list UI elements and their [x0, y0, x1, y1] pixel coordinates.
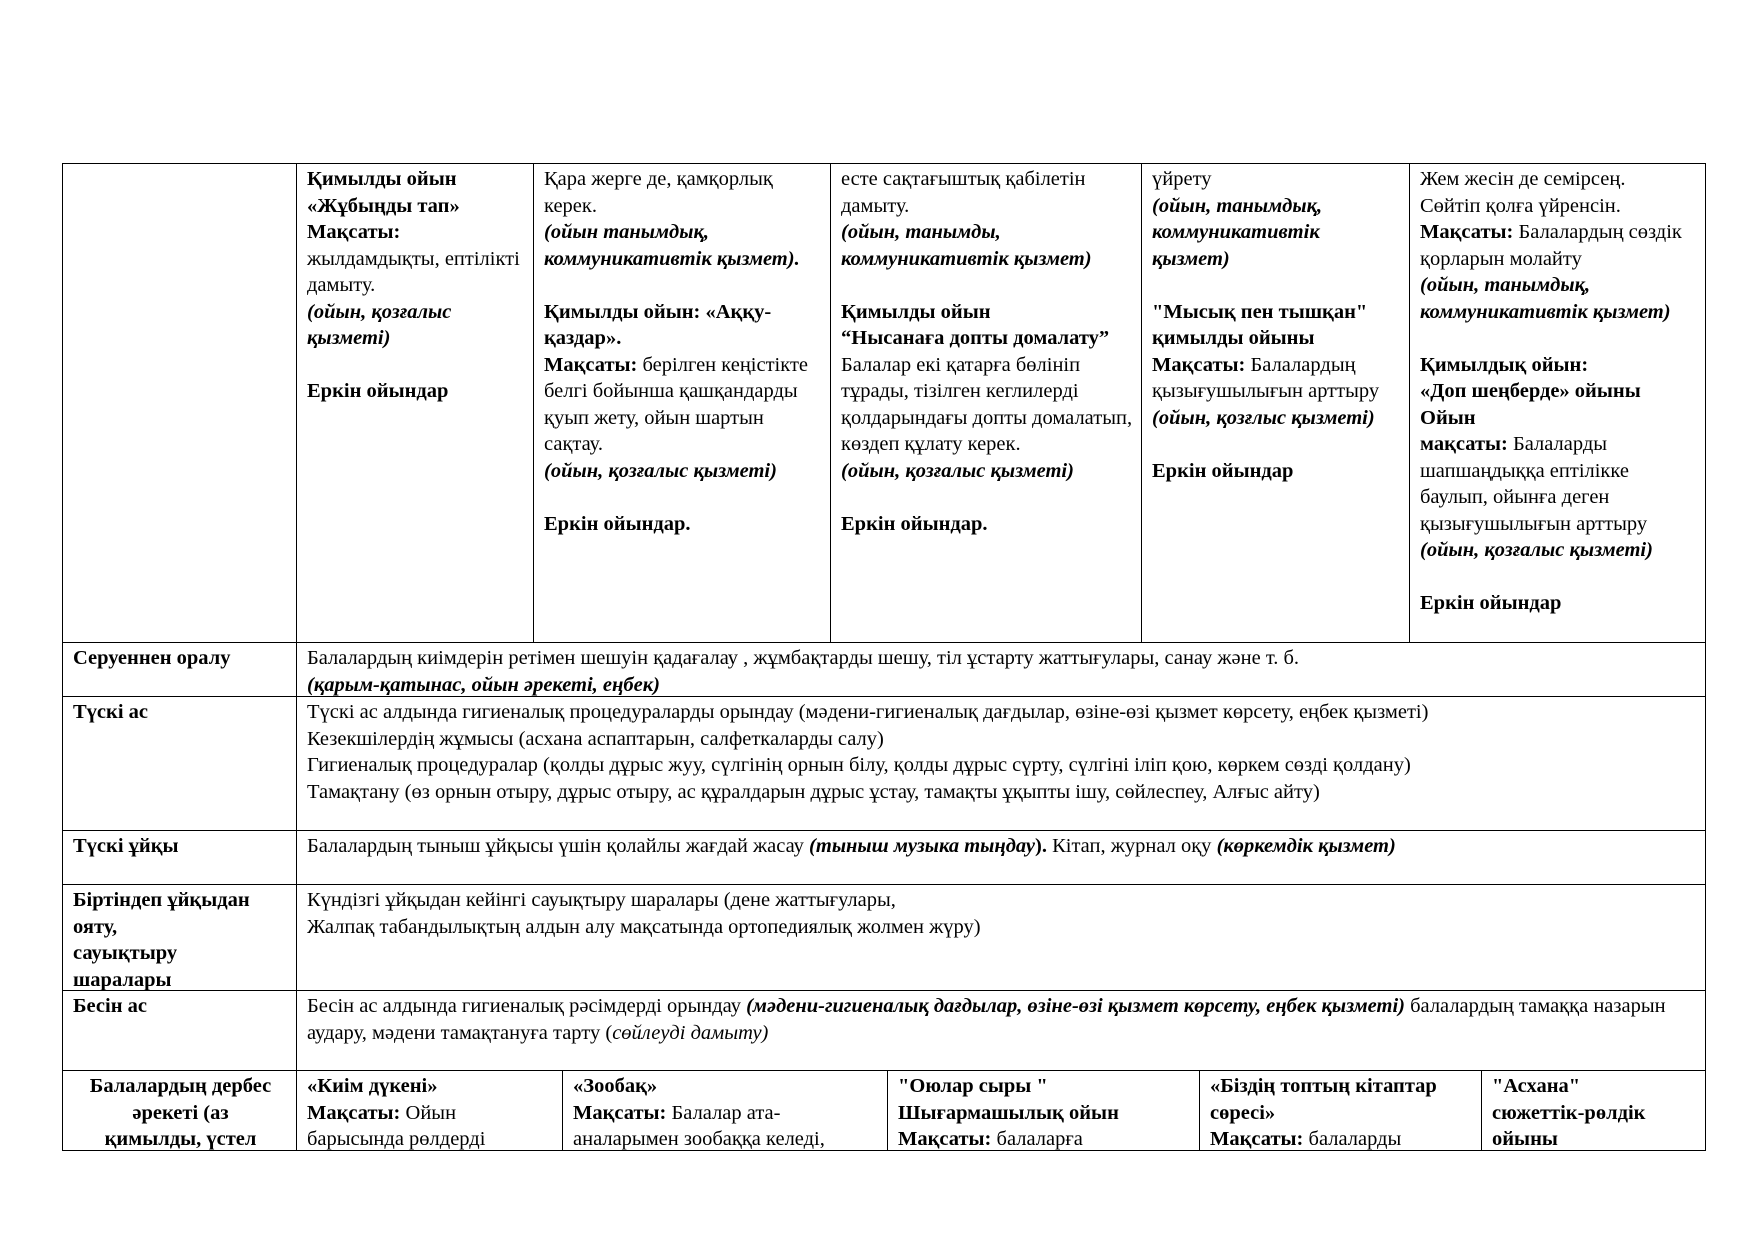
row-label-cell: [63, 697, 296, 830]
walk-cell-5: [1409, 164, 1704, 642]
goal-paragraph: Мақсаты: Ойын барысында рөлдерді: [307, 1101, 486, 1150]
free-games: Еркін ойындар: [1152, 459, 1294, 482]
row-content-cell: [296, 643, 1704, 696]
free-games: Еркін ойындар.: [544, 512, 691, 535]
game-label: Қимылды ойын: [841, 300, 991, 323]
row-text-line: Тамақтану (өз орнын отыру, дұрыс отыру, ас құралдарын дұрыс ұстау, тамақты ұқыпты ішу, сөйлеспеу, Алғыс айту): [307, 780, 1320, 803]
table-row-nap: [62, 830, 1706, 884]
row-label-line: Біртіндеп ұйқыдан: [73, 889, 250, 911]
row-text-line: Гигиеналық процедуралар (қолды дұрыс жуу, сүлгінің орнын білу, қолды дұрыс сүрту, сүлгіні іліп қою, көркем сөзді қолдану): [307, 754, 1411, 776]
goal-text: үйрету: [1152, 168, 1212, 190]
activity-type: (ойын, танымдық, коммуникативтік қызмет): [1420, 274, 1671, 323]
row-label: Түскі ас: [73, 701, 149, 723]
row-text-line: Жалпақ табандылықтың алдын алу мақсатында ортопедиялық жолмен жүру): [307, 915, 981, 938]
game-subtitle: Шығармашылық ойын: [898, 1101, 1119, 1124]
activity-type: (ойын, қозғлыс қызметі): [1152, 406, 1375, 429]
row-label-line: шаралары: [73, 968, 172, 990]
goal-paragraph: Мақсаты: Балалар ата-аналарымен зообаққа келеді,: [573, 1101, 825, 1150]
independent-cell-2: [562, 1071, 887, 1151]
activity-type: (ойын, қозғалыс қызметі): [544, 459, 777, 482]
row-content-cell: [296, 885, 1704, 990]
goal-paragraph: мақсаты: Балаларды шапшаңдыққа ептілікке баулып, ойынға деген қызығушылығын арттыру: [1420, 433, 1648, 535]
row-label-cell: [63, 991, 296, 1070]
game-title: «Біздің топтың кітаптар сөресі»: [1210, 1075, 1437, 1124]
goal-paragraph: Мақсаты: Балалардың сөздік қорларын молайту: [1420, 221, 1682, 270]
activity-type: (ойын, танымдық, коммуникативтік қызмет): [1152, 194, 1323, 270]
table-row-snack: [62, 990, 1706, 1070]
walk-cell-4: [1141, 164, 1409, 642]
goal-paragraph: Мақсаты: балаларға: [898, 1128, 1083, 1150]
row-content-cell: [296, 831, 1704, 884]
walk-label-cell: [63, 164, 296, 642]
independent-cell-3: [887, 1071, 1199, 1151]
activity-type: (ойын, танымды, коммуникативтік қызмет): [841, 221, 1092, 270]
game-title: "Оюлар сыры ": [898, 1075, 1048, 1097]
game-subtitle: сюжеттік-рөлдік ойыны: [1492, 1101, 1646, 1150]
row-label: Түскі ұйқы: [73, 835, 179, 857]
game-title: Қимылды ойын: [307, 168, 457, 190]
game-title: «Зообақ»: [573, 1075, 658, 1097]
walk-cell-3: [830, 164, 1141, 642]
goal-paragraph: Мақсаты: берілген кеңістікте белгі бойынша қашқандарды қуып жету, ойын шартын сақтау.: [544, 353, 808, 455]
row-label-cell: [63, 831, 296, 884]
row-label: Бесін ас: [73, 995, 147, 1017]
table-bottom-border: [62, 1150, 1706, 1151]
row-text-line: Кезекшілердің жұмысы (асхана аспаптарын, салфеткаларды салу): [307, 727, 884, 750]
game-title: "Асхана": [1492, 1075, 1581, 1097]
proverb-line-1: Жем жесін де семірсең.: [1420, 168, 1626, 190]
row-label-line: қимылды, үстел: [104, 1128, 257, 1150]
row-label-line: ояту,: [73, 915, 118, 938]
activity-type: (ойын, қозғалыс қызметі): [1420, 539, 1653, 561]
goal-text: есте сақтағыштық қабілетін дамыту.: [841, 168, 1086, 217]
free-games: Еркін ойындар.: [841, 512, 988, 535]
table-row-lunch: [62, 696, 1706, 830]
row-text: Балалардың тыныш ұйқысы үшін қолайлы жағдай жасау (тыныш музыка тыңдау). Кітап, журнал оқу (көркемдік қызмет): [307, 835, 1396, 857]
proverb-text: Қара жерге де, қамқорлық керек.: [544, 168, 773, 217]
table-row-wakeup: [62, 884, 1706, 990]
game-title: «Доп шеңберде» ойыны: [1420, 380, 1641, 402]
goal-paragraph: Мақсаты: Балалардың қызығушылығын арттыру: [1152, 353, 1380, 402]
row-content-cell: [296, 697, 1704, 830]
walk-cell-1: [296, 164, 533, 642]
row-label-cell: [63, 885, 296, 990]
free-games: Еркін ойындар: [307, 380, 449, 402]
row-text: Балалардың киімдерін ретімен шешуін қадағалау , жұмбақтарды шешу, тіл ұстарту жаттығулары, санау және т. б.: [307, 647, 1300, 669]
independent-cell-4: [1199, 1071, 1481, 1151]
row-label: Серуеннен оралу: [73, 647, 231, 669]
row-text-line: Күндізгі ұйқыдан кейінгі сауықтыру шаралары (дене жаттығулары,: [307, 889, 896, 911]
activity-type: (қарым-қатынас, ойын әрекеті, еңбек): [307, 673, 660, 696]
walk-cell-2: [533, 164, 830, 642]
goal-text: жылдамдықты, ептілікті дамыту.: [307, 247, 520, 296]
game-title: «Киім дүкені»: [307, 1075, 438, 1097]
game-paragraph: “Нысанаға допты домалату” Балалар екі қатарға бөлініп тұрады, тізілген кеглилерді қолдарындағы допты домалатып, көздеп құлату керек.: [841, 327, 1133, 455]
table-row-walk: [62, 163, 1706, 642]
row-label-line: Балалардың дербес: [89, 1075, 272, 1097]
independent-cell-5: [1481, 1071, 1704, 1151]
row-label-line: әрекеті (аз: [132, 1101, 229, 1124]
game-subtitle: қимылды ойыны: [1152, 327, 1315, 349]
goal-label: Мақсаты:: [307, 221, 401, 243]
free-games: Еркін ойындар: [1420, 592, 1562, 614]
table-row-return-walk: [62, 642, 1706, 696]
proverb-line-2: Сөйтіп қолға үйренсін.: [1420, 194, 1621, 217]
row-text-line: Түскі ас алдында гигиеналық процедураларды орындау (мәдени-гигиеналық дағдылар, өзіне-өзі қызмет көрсету, еңбек қызметі): [307, 701, 1429, 723]
activity-type: (ойын танымдық, коммуникативтік қызмет).: [544, 221, 800, 270]
row-label-line: сауықтыру: [73, 942, 178, 964]
game-title: Қимылды ойын: «Аққу-қаздар».: [544, 300, 772, 349]
row-content-cell: [296, 991, 1704, 1070]
activity-type: (ойын, қозғалыс қызметі): [307, 300, 452, 349]
activity-type: (ойын, қозғалыс қызметі): [841, 459, 1074, 482]
goal-paragraph: Мақсаты: балаларды: [1210, 1128, 1402, 1150]
row-label-cell: [63, 1071, 296, 1151]
game-name: «Жұбыңды тап»: [307, 194, 460, 217]
game-title: "Мысық пен тышқан": [1152, 300, 1368, 323]
goal-label: Ойын: [1420, 406, 1476, 429]
independent-cell-1: [296, 1071, 562, 1151]
table-row-independent: [62, 1070, 1706, 1151]
row-label-cell: [63, 643, 296, 696]
game-label: Қимылдық ойын:: [1420, 353, 1589, 376]
row-text: Бесін ас алдында гигиеналық рәсімдерді орындау (мәдени-гигиеналық дағдылар, өзіне-өзі қызмет көрсету, еңбек қызметі) балалардың тамаққа назарын аудару, мәдени тамақтануға тарту (сөйлеуді дамыту): [307, 995, 1666, 1044]
